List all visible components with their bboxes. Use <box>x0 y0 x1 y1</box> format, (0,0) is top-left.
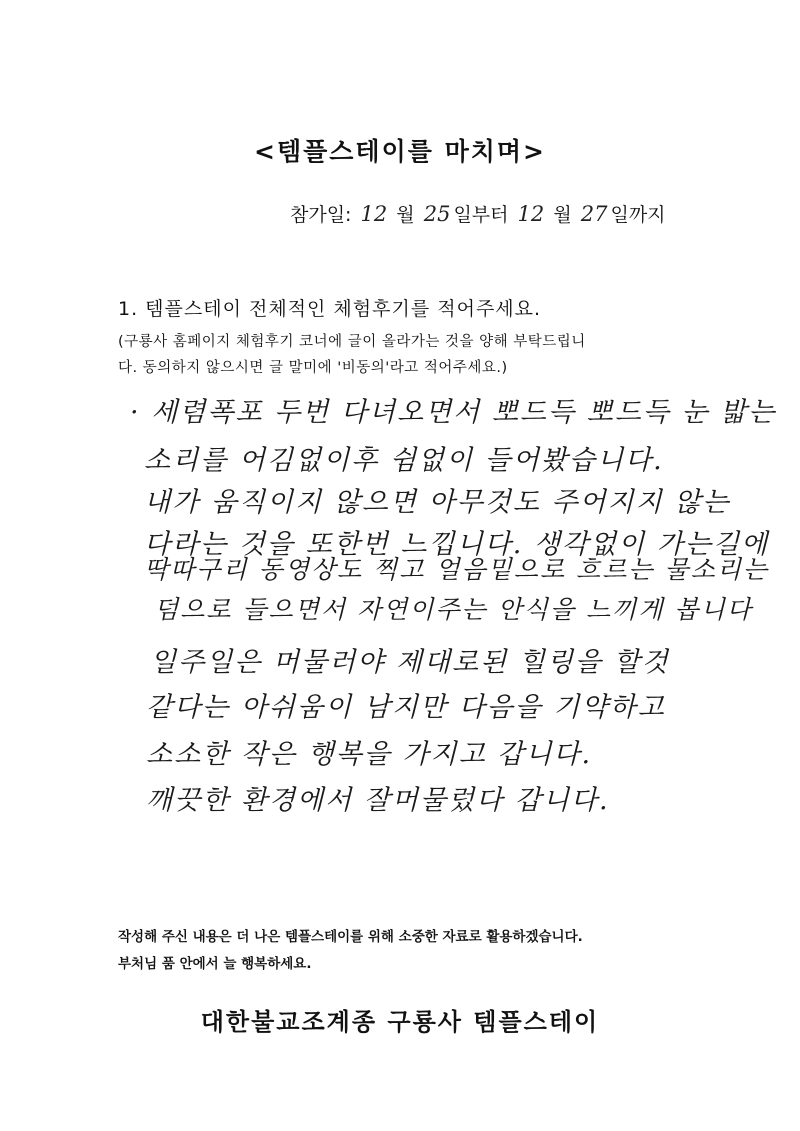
question-1: 1. 템플스테이 전체적인 체험후기를 적어주세요. <box>118 298 542 320</box>
handwritten-line: 깨끗한 환경에서 잘머물렀다 갑니다. <box>146 785 610 816</box>
start-month-handwritten: 12 <box>360 202 388 226</box>
from-text: 일부터 <box>453 204 509 226</box>
handwritten-line: 내가 움직이지 않으면 아무것도 주어지지 않는 <box>144 487 731 518</box>
organization-name: 대한불교조계종 구룡사 템플스테이 <box>200 1008 600 1036</box>
consent-note-line-1: (구룡사 홈페이지 체험후기 코너에 글이 올라가는 것을 양해 부탁드립니 <box>118 334 586 350</box>
participation-dates <box>290 200 666 227</box>
end-month-handwritten: 12 <box>517 202 545 226</box>
handwritten-line: 일주일은 머물러야 제대로된 힐링을 할것 <box>150 647 670 678</box>
start-month-unit: 월 <box>396 204 415 226</box>
end-month-unit: 월 <box>553 204 572 226</box>
consent-note-line-2: 다. 동의하지 않으시면 글 말미에 '비동의'라고 적어주세요.) <box>118 360 508 376</box>
handwritten-line: 소리를 어김없이후 쉼없이 들어봤습니다. <box>144 445 664 476</box>
dates-label: 참가일: <box>290 204 352 226</box>
footer-blessing-line: 부처님 품 안에서 늘 행복하세요. <box>118 956 312 972</box>
handwritten-line: 딱따구리 동영상도 찍고 얼음밑으로 흐르는 물소리는 <box>144 555 770 584</box>
handwritten-line: 다라는 것을 또한번 느낍니다. 생각없이 가는길에 <box>144 529 770 560</box>
start-day-handwritten: 25 <box>423 202 451 226</box>
end-day-handwritten: 27 <box>580 202 608 226</box>
handwritten-line: 같다는 아쉬움이 남지만 다음을 기약하고 <box>146 692 666 723</box>
handwritten-line: 소소한 작은 행복을 가지고 갑니다. <box>146 739 593 770</box>
handwritten-line: · 세렴폭포 두번 다녀오면서 뽀드득 뽀드득 눈 밟는 <box>130 397 777 428</box>
form-title: <템플스테이를 마치며> <box>254 137 546 166</box>
handwritten-line: 덤으로 들으면서 자연이주는 안식을 느끼게 봅니다 <box>154 595 753 624</box>
footer-thanks-line: 작성해 주신 내용은 더 나은 템플스테이를 위해 소중한 자료로 활용하겠습니다. <box>118 929 583 945</box>
until-text: 일까지 <box>610 204 666 226</box>
